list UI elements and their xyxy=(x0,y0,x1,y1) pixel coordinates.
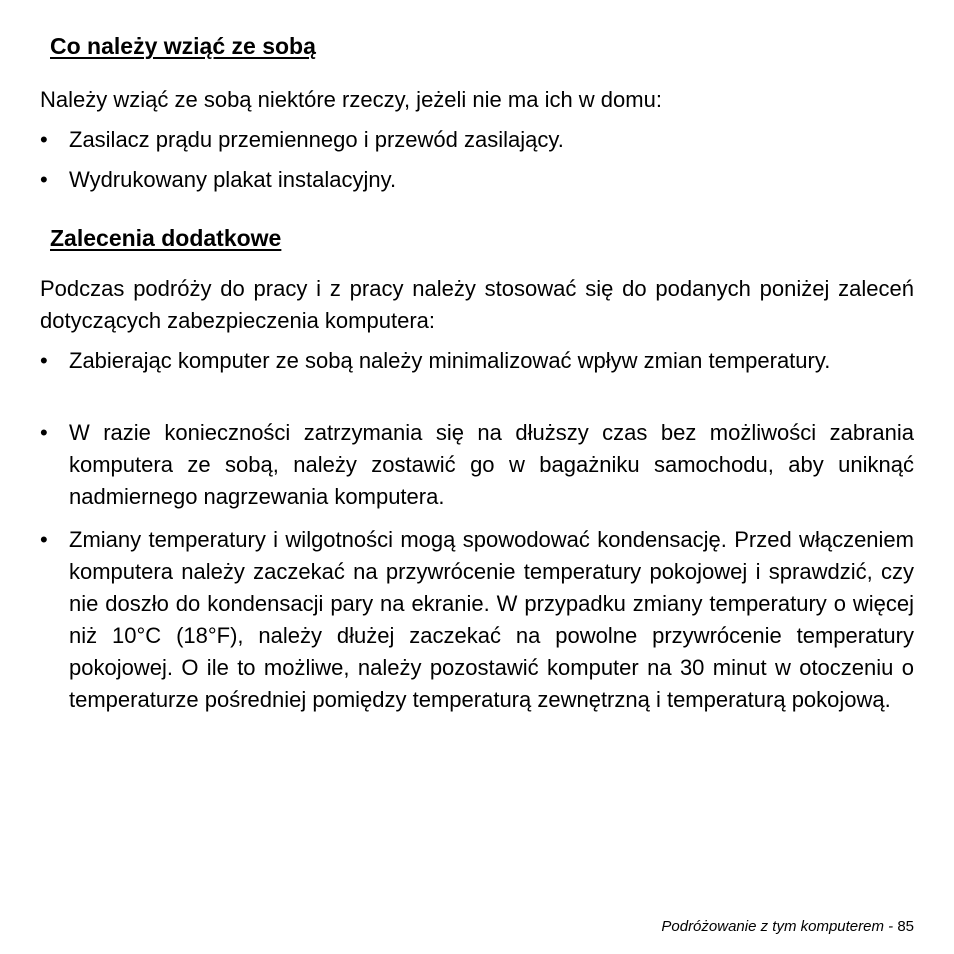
bullet-icon: • xyxy=(40,127,48,152)
list-item-text: Zmiany temperatury i wilgotności mogą spowodować kondensację. Przed włączeniem komputera należy zaczekać na przywrócenie temperatury pokojowej i sprawdzić, czy nie doszło do kondensacji pary na ekranie. W przypadku zmiany temperatury o więcej niż 10°C (18°F), należy dłużej zaczekać na powolne przywrócenie temperatury pokojowej. O ile to możliwe, należy pozostawić komputer na 30 minut w otoczeniu o temperaturze pośredniej pomiędzy temperaturą zewnętrzną i temperaturą pokojową. xyxy=(69,527,914,712)
section-intro-additional-tips: Podczas podróży do pracy i z pracy należy stosować się do podanych poniżej zaleceń dotyczących zabezpieczenia komputera: xyxy=(40,276,914,333)
page-number: 85 xyxy=(897,918,914,935)
list-item-text: Zabierając komputer ze sobą należy minimalizować wpływ zmian temperatury. xyxy=(69,348,831,373)
bullet-icon: • xyxy=(40,348,48,373)
footer-chapter-title: Podróżowanie z tym komputerem - xyxy=(661,918,894,935)
section-heading-additional-tips: Zalecenia dodatkowe xyxy=(50,225,282,251)
section-intro-what-to-take: Należy wziąć ze sobą niektóre rzeczy, jeżeli nie ma ich w domu: xyxy=(40,87,662,112)
page-footer xyxy=(661,918,914,935)
list-item xyxy=(40,524,914,716)
bullet-icon: • xyxy=(40,527,48,552)
bullet-icon: • xyxy=(40,167,48,192)
list-item-text: Zasilacz prądu przemiennego i przewód zasilający. xyxy=(69,127,564,152)
list-item-text: Wydrukowany plakat instalacyjny. xyxy=(69,167,397,192)
section-heading-what-to-take: Co należy wziąć ze sobą xyxy=(50,33,316,59)
list-item xyxy=(40,164,914,196)
bullet-icon: • xyxy=(40,420,48,445)
list-item xyxy=(40,417,914,513)
list-item xyxy=(40,124,914,156)
list-item xyxy=(40,345,914,377)
list-item-text: W razie konieczności zatrzymania się na dłuższy czas bez możliwości zabrania komputera ze sobą, należy zostawić go w bagażniku samochodu, aby uniknąć nadmiernego nagrzewania komputera. xyxy=(69,420,914,509)
